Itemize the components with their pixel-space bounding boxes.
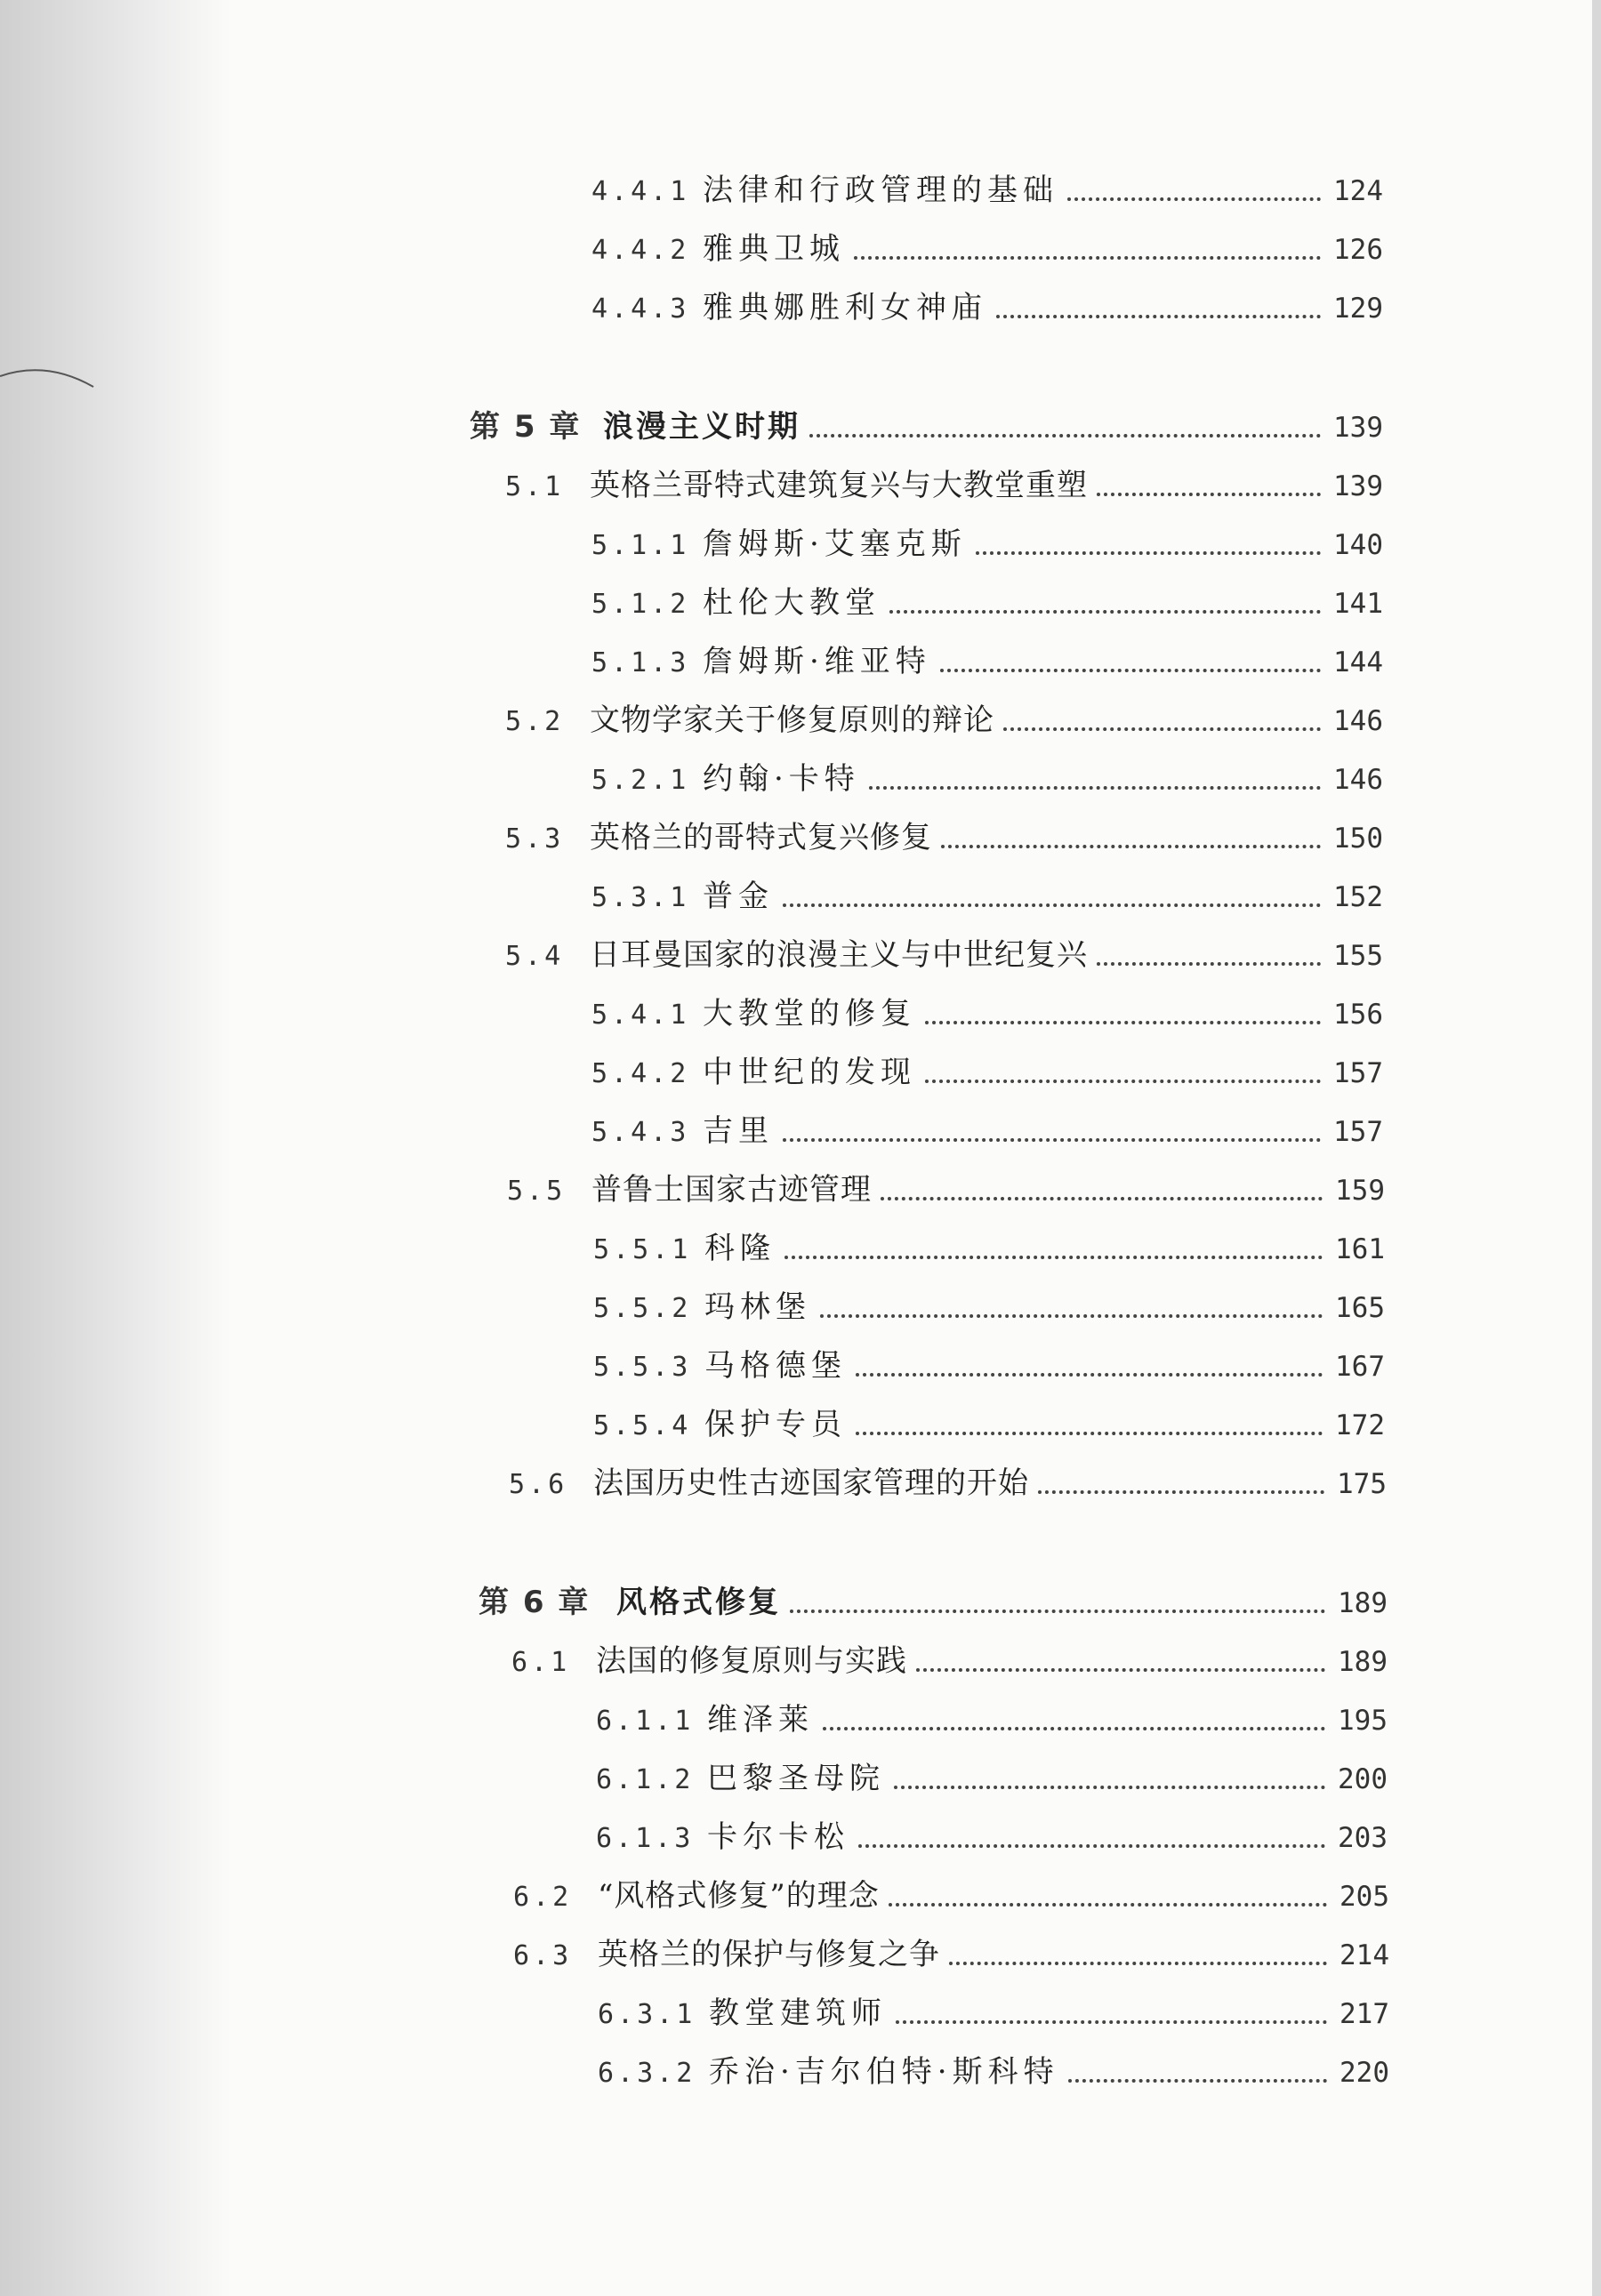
dot-leader <box>856 1432 1323 1435</box>
toc-entry[interactable] <box>591 228 1383 270</box>
entry-title: 中世纪的发现 <box>703 1055 916 1090</box>
toc-section[interactable] <box>509 1462 1387 1505</box>
entry-page: 139 <box>1333 470 1383 502</box>
toc-entry[interactable] <box>591 1110 1383 1152</box>
entry-page: 139 <box>1333 412 1383 444</box>
dot-leader <box>941 845 1321 848</box>
entry-title: 詹姆斯·艾塞克斯 <box>703 526 967 562</box>
dot-leader <box>916 1668 1325 1672</box>
entry-page: 157 <box>1333 1116 1383 1148</box>
toc-entry[interactable] <box>591 582 1383 624</box>
entry-title: 玛林堡 <box>704 1289 811 1325</box>
entry-number: 5.5.3 <box>593 1352 692 1383</box>
entry-page: 214 <box>1340 1939 1389 1971</box>
toc-entry[interactable] <box>591 758 1383 800</box>
toc-section[interactable] <box>507 1168 1385 1211</box>
dot-leader <box>823 1727 1325 1730</box>
dot-leader <box>889 610 1321 614</box>
entry-number: 5.1.3 <box>591 647 690 678</box>
entry-page: 195 <box>1338 1705 1388 1737</box>
entry-title: 英格兰的哥特式复兴修复 <box>590 820 932 855</box>
entry-number: 5.2 <box>505 706 565 737</box>
dot-leader <box>1097 962 1321 966</box>
entry-number: 5.5.4 <box>593 1410 692 1441</box>
toc-entry[interactable] <box>591 992 1383 1035</box>
chapter-number: 第 5 章 <box>470 409 582 445</box>
entry-page: 126 <box>1333 234 1383 266</box>
entry-number: 4.4.1 <box>591 176 690 207</box>
entry-number: 5.4 <box>505 941 565 972</box>
chapter-title: 风格式修复 <box>616 1585 781 1620</box>
entry-number: 5.1.1 <box>591 530 690 561</box>
entry-number: 5.3.1 <box>591 882 690 913</box>
toc-entry[interactable] <box>593 1345 1385 1387</box>
dot-leader <box>783 903 1321 907</box>
entry-title: 巴黎圣母院 <box>707 1761 885 1796</box>
entry-page: 200 <box>1338 1763 1388 1795</box>
entry-page: 141 <box>1333 588 1383 620</box>
entry-page: 175 <box>1337 1468 1387 1500</box>
entry-number: 5.5.1 <box>593 1234 692 1265</box>
dot-leader <box>783 1138 1321 1142</box>
dot-leader <box>889 1903 1327 1907</box>
toc-section[interactable] <box>505 464 1383 507</box>
toc-section[interactable] <box>513 1875 1389 1917</box>
dot-leader <box>881 1197 1323 1200</box>
entry-page: 140 <box>1333 529 1383 561</box>
toc-entry[interactable] <box>598 2051 1389 2093</box>
dot-leader <box>869 786 1321 790</box>
entry-page: 159 <box>1335 1175 1385 1207</box>
dot-leader <box>1038 1490 1324 1494</box>
entry-title: 雅典卫城 <box>703 231 845 267</box>
dot-leader <box>1068 2079 1327 2083</box>
dot-leader <box>1003 727 1321 731</box>
entry-number: 6.2 <box>513 1882 573 1913</box>
entry-page: 167 <box>1335 1351 1385 1383</box>
entry-number: 5.5.2 <box>593 1293 692 1324</box>
toc-entry[interactable] <box>596 1698 1388 1741</box>
entry-page: 203 <box>1338 1822 1388 1854</box>
toc-entry[interactable] <box>591 523 1383 566</box>
entry-title: 文物学家关于修复原则的辩论 <box>590 702 994 738</box>
entry-number: 6.1.1 <box>596 1706 695 1737</box>
dot-leader <box>925 1080 1321 1083</box>
entry-title: 普鲁士国家古迹管理 <box>591 1172 872 1208</box>
entry-title: 雅典娜胜利女神庙 <box>703 290 987 325</box>
entry-title: 约翰·卡特 <box>703 761 860 797</box>
entry-title: 普金 <box>703 879 774 914</box>
entry-title: 维泽莱 <box>707 1702 814 1738</box>
entry-number: 6.3.2 <box>598 2058 696 2089</box>
dot-leader <box>996 315 1321 318</box>
dot-leader <box>1097 493 1321 496</box>
entry-number: 6.1 <box>511 1647 571 1678</box>
entry-title: 教堂建筑师 <box>709 1995 887 2031</box>
entry-number: 5.1 <box>505 471 565 502</box>
toc-chapter[interactable] <box>470 405 1383 448</box>
entry-page: 205 <box>1340 1881 1389 1913</box>
entry-number: 5.1.2 <box>591 589 690 620</box>
dot-leader <box>896 2020 1327 2024</box>
toc-entry[interactable] <box>593 1403 1385 1446</box>
dot-leader <box>949 1962 1327 1965</box>
entry-page: 146 <box>1333 764 1383 796</box>
entry-page: 165 <box>1335 1292 1385 1324</box>
toc-entry[interactable] <box>598 1992 1389 2035</box>
toc-entry[interactable] <box>596 1757 1388 1800</box>
entry-title: 马格德堡 <box>704 1348 847 1384</box>
entry-number: 5.5 <box>507 1176 567 1207</box>
entry-number: 6.3.1 <box>598 1999 696 2030</box>
entry-page: 155 <box>1333 940 1383 972</box>
toc-entry[interactable] <box>591 640 1383 683</box>
entry-page: 150 <box>1333 823 1383 855</box>
toc-entry[interactable] <box>591 286 1383 329</box>
toc-section[interactable] <box>505 934 1383 976</box>
entry-page: 189 <box>1338 1646 1388 1678</box>
entry-page: 189 <box>1338 1587 1388 1619</box>
entry-title: 吉里 <box>703 1113 774 1149</box>
entry-number: 5.4.2 <box>591 1058 690 1089</box>
toc-entry[interactable] <box>591 1051 1383 1094</box>
entry-page: 157 <box>1333 1057 1383 1089</box>
dot-leader <box>976 551 1321 555</box>
toc-entry[interactable] <box>593 1227 1385 1270</box>
entry-title: 英格兰哥特式建筑复兴与大教堂重塑 <box>590 468 1088 503</box>
dot-leader <box>925 1021 1321 1024</box>
entry-number: 6.1.3 <box>596 1823 695 1854</box>
entry-number: 5.4.3 <box>591 1117 690 1148</box>
entry-title: 法国历史性古迹国家管理的开始 <box>593 1465 1029 1501</box>
dot-leader <box>820 1314 1323 1318</box>
entry-page: 146 <box>1333 705 1383 737</box>
toc-entry[interactable] <box>591 169 1383 212</box>
entry-number: 5.6 <box>509 1469 568 1500</box>
dot-leader <box>790 1610 1325 1613</box>
entry-page: 156 <box>1333 999 1383 1031</box>
dot-leader <box>854 256 1321 260</box>
chapter-title: 浪漫主义时期 <box>603 409 800 445</box>
entry-title: 法律和行政管理的基础 <box>703 173 1058 208</box>
toc-entry[interactable] <box>596 1816 1388 1858</box>
entry-title: 英格兰的保护与修复之争 <box>598 1937 940 1972</box>
entry-number: 6.1.2 <box>596 1764 695 1795</box>
entry-title: 保护专员 <box>704 1407 847 1442</box>
dot-leader <box>1067 197 1321 201</box>
entry-number: 5.2.1 <box>591 765 690 796</box>
toc-entry[interactable] <box>593 1286 1385 1329</box>
toc-section[interactable] <box>511 1640 1388 1682</box>
toc-section[interactable] <box>505 699 1383 742</box>
chapter-number: 第 6 章 <box>479 1585 591 1620</box>
dot-leader <box>856 1373 1323 1377</box>
entry-title: 大教堂的修复 <box>703 996 916 1032</box>
dot-leader <box>858 1844 1325 1848</box>
entry-title: 日耳曼国家的浪漫主义与中世纪复兴 <box>590 937 1088 973</box>
entry-page: 124 <box>1333 175 1383 207</box>
entry-title: 法国的修复原则与实践 <box>596 1643 907 1679</box>
entry-title: 杜伦大教堂 <box>703 585 881 621</box>
dot-leader <box>809 434 1321 438</box>
entry-number: 4.4.3 <box>591 293 690 325</box>
entry-title: 乔治·吉尔伯特·斯科特 <box>709 2054 1059 2090</box>
entry-page: 217 <box>1340 1998 1389 2030</box>
entry-page: 161 <box>1335 1233 1385 1265</box>
dot-leader <box>894 1786 1325 1789</box>
entry-number: 5.4.1 <box>591 999 690 1031</box>
toc-entry[interactable] <box>591 875 1383 918</box>
toc-section[interactable] <box>513 1933 1389 1976</box>
entry-number: 4.4.2 <box>591 235 690 266</box>
entry-page: 172 <box>1335 1409 1385 1441</box>
entry-page: 129 <box>1333 293 1383 325</box>
toc-chapter[interactable] <box>479 1581 1388 1624</box>
entry-page: 220 <box>1340 2057 1389 2089</box>
entry-title: 詹姆斯·维亚特 <box>703 644 931 679</box>
toc-section[interactable] <box>505 816 1383 859</box>
entry-title: “风格式修复”的理念 <box>598 1878 880 1914</box>
entry-number: 5.3 <box>505 823 565 855</box>
entry-number: 6.3 <box>513 1940 573 1971</box>
dot-leader <box>784 1256 1323 1259</box>
dot-leader <box>940 669 1321 672</box>
entry-page: 152 <box>1333 881 1383 913</box>
entry-title: 科隆 <box>704 1231 776 1266</box>
entry-title: 卡尔卡松 <box>707 1819 849 1855</box>
entry-page: 144 <box>1333 646 1383 678</box>
